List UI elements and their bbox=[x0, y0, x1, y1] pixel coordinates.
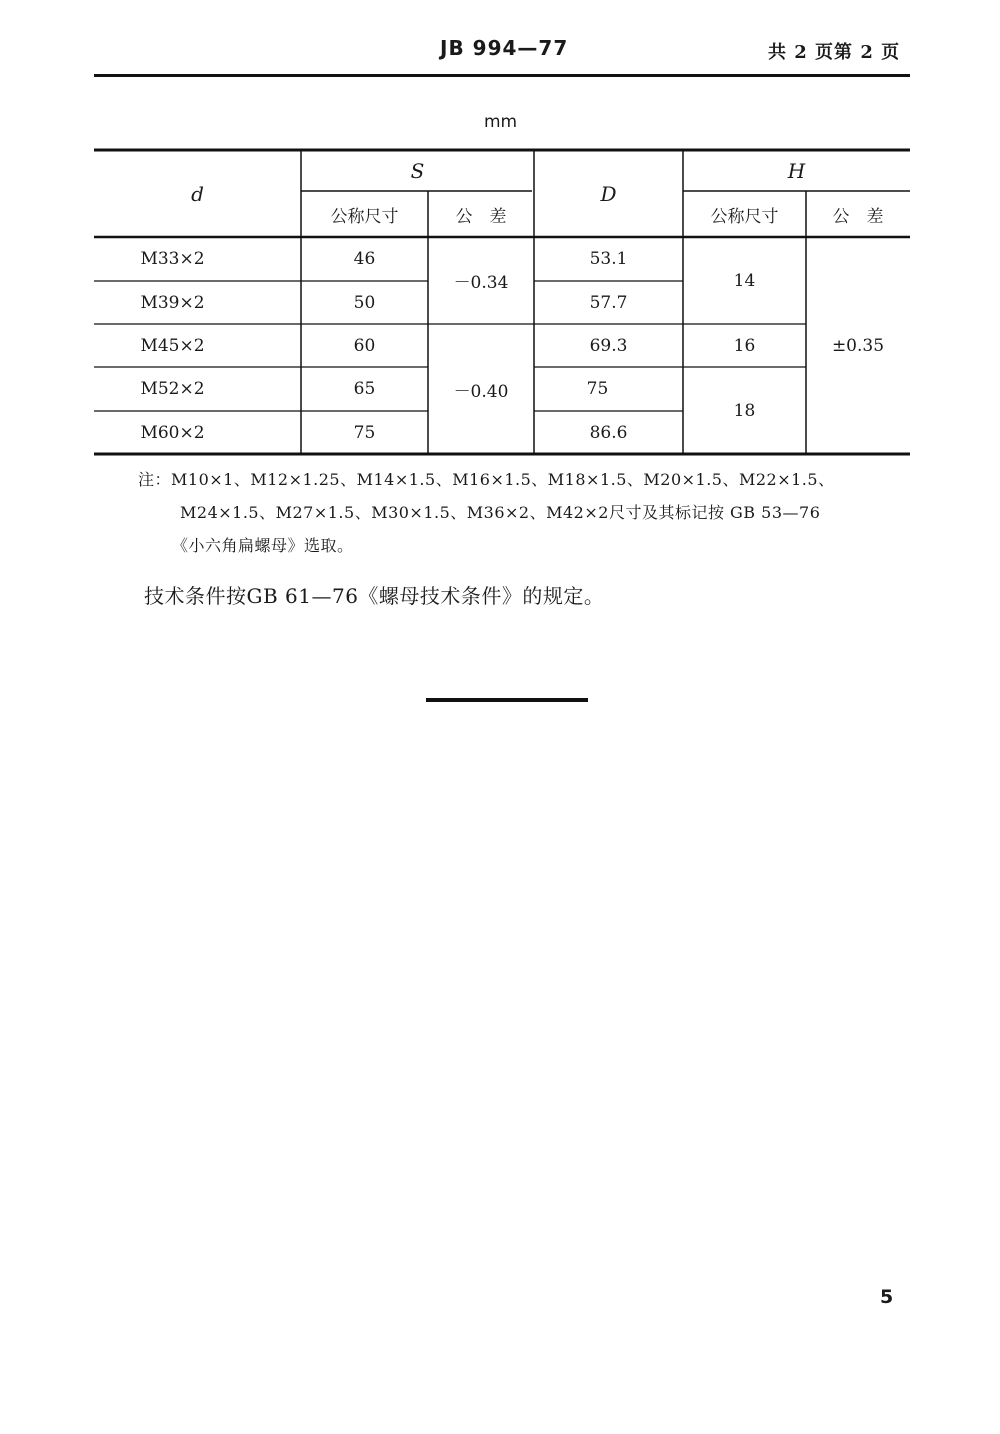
row3-d: M45×2 bbox=[140, 335, 205, 356]
technical-conditions: 技术条件按GB 61—76《螺母技术条件》的规定。 bbox=[144, 584, 605, 608]
row1-s: 46 bbox=[353, 249, 376, 269]
header-s-tolerance: 公 差 bbox=[455, 206, 507, 227]
row3-s: 60 bbox=[353, 335, 376, 356]
row2-D: 57.7 bbox=[589, 292, 628, 313]
row3-D: 69.3 bbox=[589, 335, 628, 356]
row5-s: 75 bbox=[353, 422, 376, 443]
header-rule bbox=[94, 74, 910, 77]
page-number: 5 bbox=[880, 1286, 894, 1308]
row1-d: M33×2 bbox=[140, 249, 205, 269]
note-line-2: M24×1.5、M27×1.5、M30×1.5、M36×2、M42×2尺寸及其标记按 GB 53—76 bbox=[180, 503, 821, 522]
end-rule bbox=[426, 698, 588, 702]
dimension-table bbox=[94, 147, 910, 457]
header-h: H bbox=[787, 158, 806, 183]
header-d: d bbox=[191, 181, 204, 206]
h-value-14: 14 bbox=[733, 270, 756, 291]
s-tolerance-2: －0.40 bbox=[453, 381, 509, 402]
row4-D: 75 bbox=[586, 379, 609, 399]
note-line-1: 注：M10×1、M12×1.25、M14×1.5、M16×1.5、M18×1.5、M20×1.5、M22×1.5、 bbox=[138, 470, 835, 489]
row2-d: M39×2 bbox=[140, 292, 205, 313]
row4-d: M52×2 bbox=[140, 379, 205, 399]
h-tolerance: ±0.35 bbox=[831, 335, 885, 356]
h-value-18: 18 bbox=[733, 400, 756, 421]
standard-number: JB 994—77 bbox=[440, 36, 569, 60]
row1-D: 53.1 bbox=[589, 249, 628, 269]
row5-d: M60×2 bbox=[140, 422, 205, 443]
header-h-nominal: 公称尺寸 bbox=[710, 206, 779, 227]
header-D: D bbox=[600, 181, 617, 206]
s-tolerance-1: －0.34 bbox=[453, 273, 509, 293]
row4-s: 65 bbox=[353, 379, 376, 399]
row5-D: 86.6 bbox=[589, 422, 628, 443]
note-line-3: 《小六角扁螺母》选取。 bbox=[172, 536, 354, 555]
page-info: 共 2 页第 2 页 bbox=[768, 42, 901, 63]
header-s: S bbox=[410, 158, 425, 183]
h-value-16: 16 bbox=[733, 335, 756, 356]
unit-label: mm bbox=[484, 112, 518, 132]
header-s-nominal: 公称尺寸 bbox=[330, 206, 399, 227]
row2-s: 50 bbox=[353, 292, 376, 313]
header-h-tolerance: 公 差 bbox=[832, 206, 884, 227]
